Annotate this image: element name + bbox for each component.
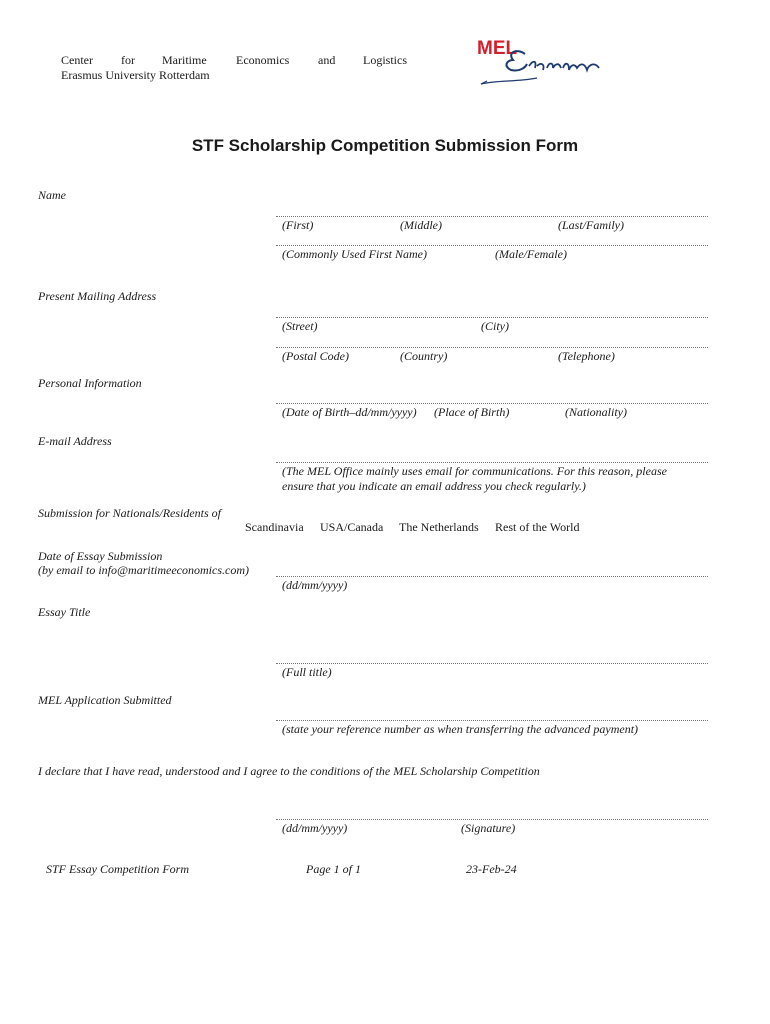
region-option-rest-of-world[interactable]: Rest of the World	[495, 520, 580, 534]
telephone-hint: (Telephone)	[558, 349, 615, 363]
date-of-birth-hint: (Date of Birth–dd/mm/yyyy)	[282, 405, 417, 419]
last-name-hint: (Last/Family)	[558, 218, 624, 232]
street-field-line[interactable]	[276, 317, 708, 318]
page-title: STF Scholarship Competition Submission Form	[191, 136, 579, 155]
email-field-line[interactable]	[276, 462, 708, 463]
header-word: Center	[61, 53, 93, 67]
common-name-hint: (Commonly Used First Name)	[282, 247, 427, 261]
region-option-scandinavia[interactable]: Scandinavia	[245, 520, 304, 534]
country-hint: (Country)	[400, 349, 448, 363]
reference-number-hint: (state your reference number as when transferring the advanced payment)	[282, 722, 639, 736]
address-label: Present Mailing Address	[38, 289, 157, 303]
logo-mel-text: MEL	[477, 38, 518, 59]
essay-date-email-note: (by email to info@maritimeeconomics.com)	[38, 563, 249, 577]
gender-hint: (Male/Female)	[495, 247, 567, 261]
street-hint: (Street)	[282, 319, 318, 333]
essay-title-label: Essay Title	[38, 605, 91, 619]
signature-hint: (Signature)	[461, 821, 516, 835]
email-note-line-2: ensure that you indicate an email address you check regularly.)	[282, 479, 586, 493]
submission-region-label: Submission for Nationals/Residents of	[38, 506, 222, 520]
declaration-text: I declare that I have read, understood and I agree to the conditions of the MEL Scholarship Competition	[38, 764, 540, 778]
essay-date-hint: (dd/mm/yyyy)	[282, 578, 348, 592]
name-label: Name	[38, 188, 66, 202]
mel-application-label: MEL Application Submitted	[38, 693, 172, 707]
first-name-hint: (First)	[282, 218, 314, 232]
mel-erasmus-logo	[477, 38, 607, 90]
essay-date-field-line[interactable]	[276, 576, 708, 577]
header-word: Logistics	[363, 53, 407, 67]
reference-number-field-line[interactable]	[276, 720, 708, 721]
place-of-birth-hint: (Place of Birth)	[434, 405, 510, 419]
region-option-usa-canada[interactable]: USA/Canada	[320, 520, 384, 534]
essay-date-label: Date of Essay Submission	[38, 549, 163, 563]
full-title-hint: (Full title)	[282, 665, 332, 679]
signature-field-line[interactable]	[276, 819, 708, 820]
region-option-netherlands[interactable]: The Netherlands	[399, 520, 479, 534]
email-note-line-1: (The MEL Office mainly uses email for communications. For this reason, please	[282, 464, 667, 478]
city-hint: (City)	[481, 319, 509, 333]
postal-field-line[interactable]	[276, 347, 708, 348]
postal-code-hint: (Postal Code)	[282, 349, 349, 363]
common-name-field-line[interactable]	[276, 245, 708, 246]
header-word: Economics	[236, 53, 290, 67]
header-word: and	[318, 53, 336, 67]
header-word: Maritime	[162, 53, 207, 67]
essay-title-field-line[interactable]	[276, 663, 708, 664]
personal-info-label: Personal Information	[38, 376, 142, 390]
footer-page-number: Page 1 of 1	[306, 862, 361, 876]
name-field-line[interactable]	[276, 216, 708, 217]
personal-info-field-line[interactable]	[276, 403, 708, 404]
middle-name-hint: (Middle)	[400, 218, 442, 232]
sign-date-hint: (dd/mm/yyyy)	[282, 821, 348, 835]
footer-date: 23-Feb-24	[466, 862, 517, 876]
erasmus-script-icon	[477, 44, 607, 90]
header-word: for	[121, 53, 135, 67]
email-label: E-mail Address	[38, 434, 112, 448]
university-name: Erasmus University Rotterdam	[61, 68, 210, 82]
footer-form-name: STF Essay Competition Form	[46, 862, 189, 876]
nationality-hint: (Nationality)	[565, 405, 627, 419]
